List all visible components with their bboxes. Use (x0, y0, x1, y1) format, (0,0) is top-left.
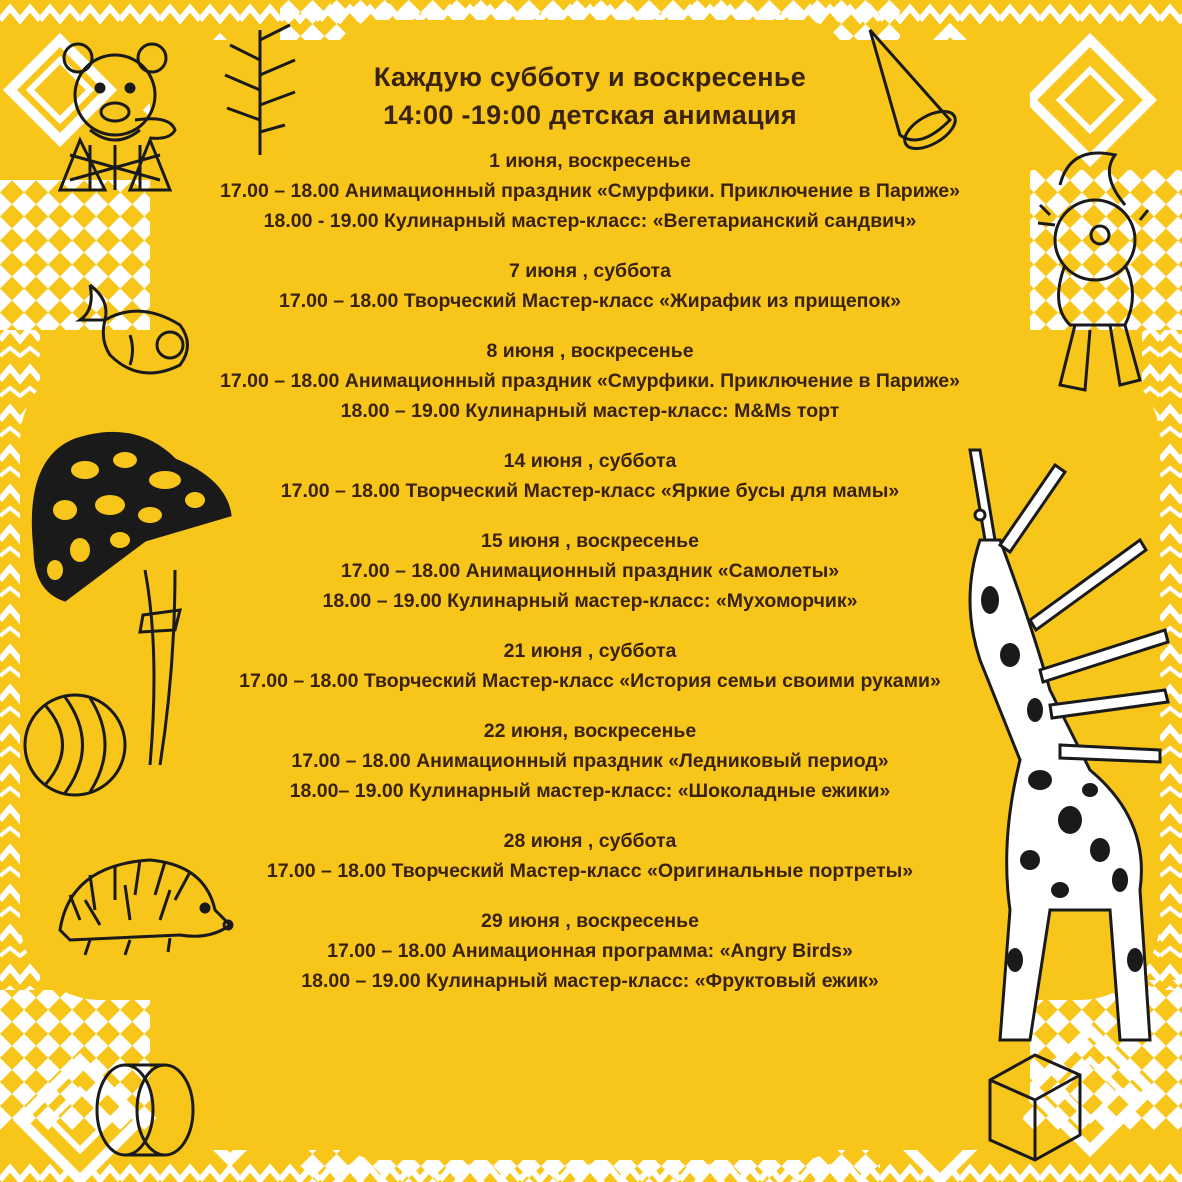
event-item: 18.00 – 19.00 Кулинарный мастер-класс: M&Ms торт (340, 400, 840, 422)
event-item: 17.00 – 18.00 Творческий Мастер-класс «Жирафик из прищепок» (279, 290, 901, 312)
event-item: 17.00 – 18.00 Анимационный праздник «Смурфики. Приключение в Париже» (220, 180, 960, 202)
event-item: 17.00 – 18.00 Анимационный праздник «Ледниковый период» (291, 750, 889, 772)
event-item: 17.00 – 18.00 Творческий Мастер-класс «История семьи своими руками» (239, 670, 941, 692)
event-block (120, 446, 1060, 506)
event-block (120, 146, 1060, 236)
cylinder-icon (90, 1055, 200, 1165)
event-date: 1 июня, воскресенье (489, 150, 691, 172)
event-item: 17.00 – 18.00 Анимационный праздник «Самолеты» (340, 560, 840, 582)
event-date: 7 июня , суббота (509, 260, 671, 282)
headline-line-1: Каждую субботу и воскресенье (373, 62, 807, 92)
event-block (120, 906, 1060, 996)
event-block (120, 716, 1060, 806)
event-date: 15 июня , воскресенье (481, 530, 699, 552)
event-item: 18.00 – 19.00 Кулинарный мастер-класс: «Мухоморчик» (322, 590, 858, 612)
event-item: 17.00 – 18.00 Анимационная программа: «Angry Birds» (327, 940, 853, 962)
event-item: 18.00– 19.00 Кулинарный мастер-класс: «Шоколадные ежики» (289, 780, 891, 802)
event-date: 22 июня, воскресенье (483, 720, 697, 742)
headline-line-2: 14:00 -19:00 детская анимация (383, 100, 797, 130)
cube-icon (985, 1050, 1085, 1165)
event-item: 18.00 - 19.00 Кулинарный мастер-класс: «Вегетарианский сандвич» (263, 210, 917, 232)
event-block (120, 526, 1060, 616)
event-item: 17.00 – 18.00 Творческий Мастер-класс «Оригинальные портреты» (266, 860, 914, 882)
schedule-content (120, 58, 1060, 1016)
event-block (120, 826, 1060, 886)
event-schedule (120, 146, 1060, 996)
event-date: 21 июня , суббота (503, 640, 677, 662)
ball-icon (20, 690, 130, 800)
headline (120, 58, 1060, 134)
event-date: 28 июня , суббота (503, 830, 677, 852)
event-block (120, 256, 1060, 316)
event-block (120, 636, 1060, 696)
event-item: 17.00 – 18.00 Анимационный праздник «Смурфики. Приключение в Париже» (220, 370, 960, 392)
event-date: 14 июня , суббота (503, 450, 677, 472)
event-date: 8 июня , воскресенье (486, 340, 694, 362)
event-date: 29 июня , воскресенье (481, 910, 699, 932)
event-item: 17.00 – 18.00 Творческий Мастер-класс «Яркие бусы для мамы» (280, 480, 900, 502)
event-block (120, 336, 1060, 426)
event-item: 18.00 – 19.00 Кулинарный мастер-класс: «Фруктовый ежик» (301, 970, 879, 992)
